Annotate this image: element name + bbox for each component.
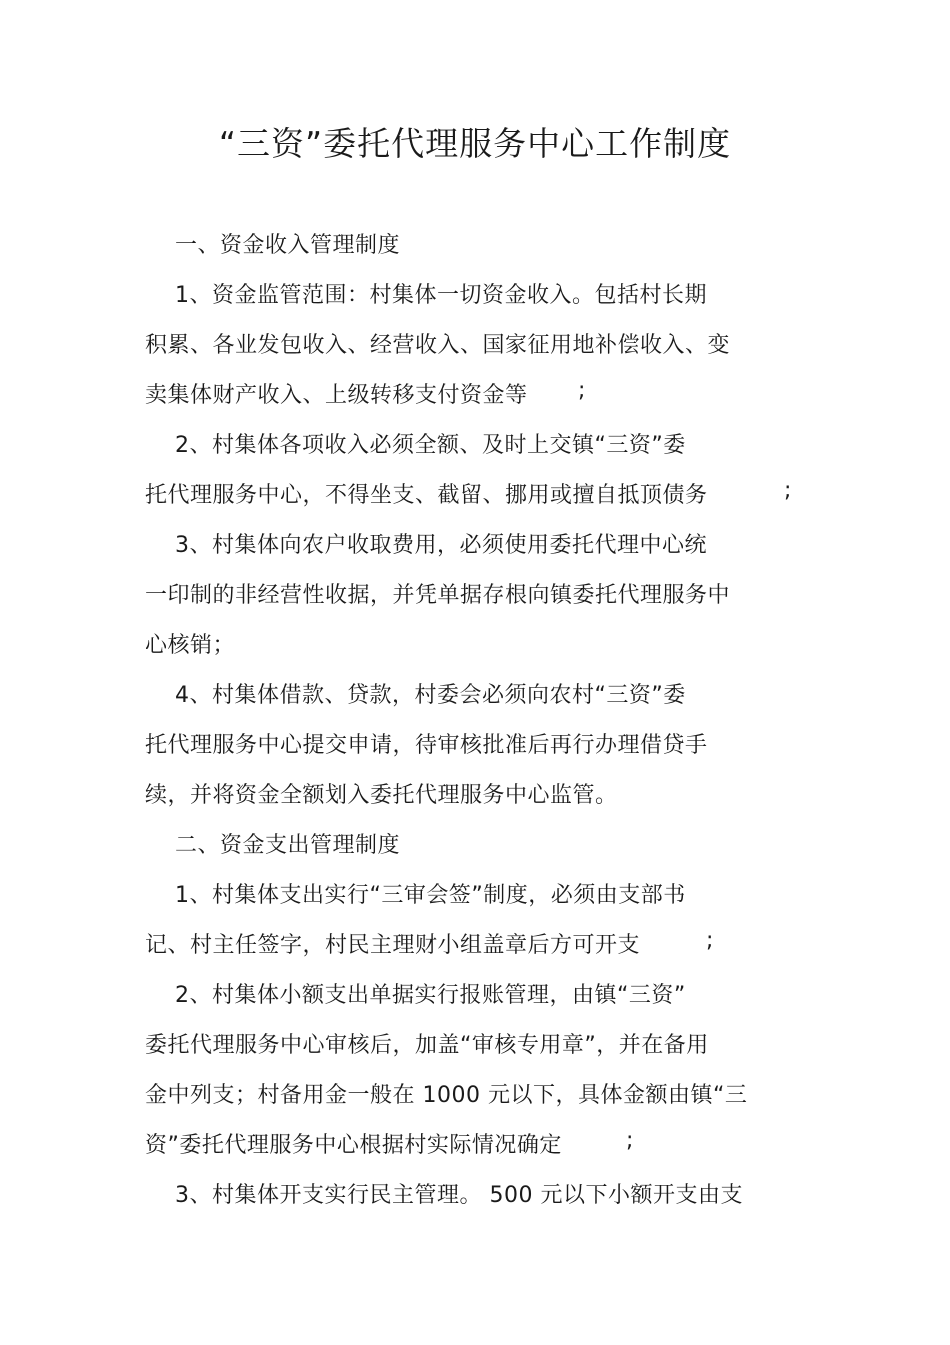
trailing-semicolon: ; xyxy=(626,1128,634,1153)
section-heading: 二、资金支出管理制度 xyxy=(145,833,400,858)
trailing-semicolon: ; xyxy=(578,378,586,403)
trailing-semicolon: ; xyxy=(784,478,792,503)
paragraph-line: 3、村集体向农户收取费用，必须使用委托代理中心统 xyxy=(145,533,707,558)
paragraph-line: 1、资金监管范围：村集体一切资金收入。包括村长期 xyxy=(145,283,707,308)
paragraph-line: 续，并将资金全额划入委托代理服务中心监管。 xyxy=(145,783,618,808)
paragraph-line: 3、村集体开支实行民主管理。 500 元以下小额开支由支 xyxy=(145,1183,743,1208)
trailing-semicolon: ; xyxy=(706,928,714,953)
paragraph-line: 2、村集体各项收入必须全额、及时上交镇“三资”委 xyxy=(145,433,686,458)
paragraph-line: 资”委托代理服务中心根据村实际情况确定 xyxy=(145,1133,562,1158)
paragraph-line: 托代理服务中心提交申请，待审核批准后再行办理借贷手 xyxy=(145,733,708,758)
paragraph-line: 2、村集体小额支出单据实行报账管理，由镇“三资” xyxy=(145,983,686,1008)
paragraph-line: 金中列支；村备用金一般在 1000 元以下，具体金额由镇“三 xyxy=(145,1083,748,1108)
paragraph-line: 4、村集体借款、贷款，村委会必须向农村“三资”委 xyxy=(145,683,686,708)
paragraph-line: 心核销； xyxy=(145,633,236,658)
paragraph-line: 委托代理服务中心审核后，加盖“审核专用章”，并在备用 xyxy=(145,1033,709,1058)
paragraph-line: 托代理服务中心，不得坐支、截留、挪用或擅自抵顶债务 xyxy=(145,483,708,508)
paragraph-line: 积累、各业发包收入、经营收入、国家征用地补偿收入、变 xyxy=(145,333,731,358)
paragraph-line: 1、村集体支出实行“三审会签”制度，必须由支部书 xyxy=(145,883,686,908)
document-title: “三资”委托代理服务中心工作制度 xyxy=(218,124,732,163)
paragraph-line: 卖集体财产收入、上级转移支付资金等 xyxy=(145,383,528,408)
section-heading: 一、资金收入管理制度 xyxy=(145,233,400,258)
paragraph-line: 一印制的非经营性收据，并凭单据存根向镇委托代理服务中 xyxy=(145,583,731,608)
paragraph-line: 记、村主任签字，村民主理财小组盖章后方可开支 xyxy=(145,933,641,958)
